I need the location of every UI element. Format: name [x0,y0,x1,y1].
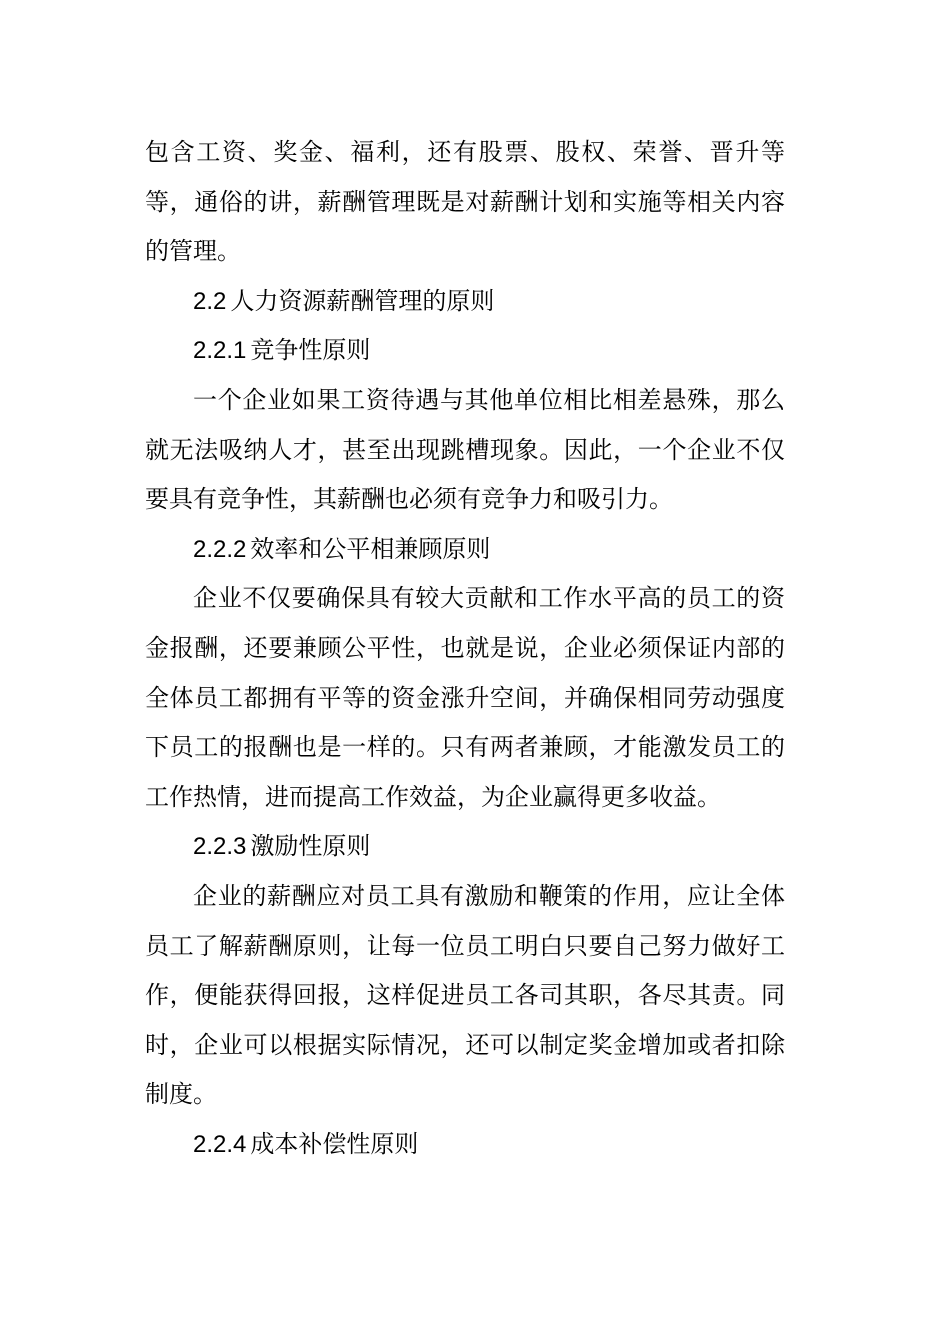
section-heading-2-2-2 [145,525,785,575]
section-heading-2-2-3 [145,822,785,872]
document-page [145,128,785,1169]
section-number: 2.2.2 [193,535,247,563]
section-title: 激励性原则 [250,832,371,861]
section-title: 成本补偿性原则 [250,1129,419,1158]
section-title: 效率和公平相兼顾原则 [250,534,491,563]
section-heading-2-2 [145,277,785,327]
paragraph-competitiveness: 一个企业如果工资待遇与其他单位相比相差悬殊，那么就无法吸纳人才，甚至出现跳槽现象。因此，一个企业不仅要具有竞争性，其薪酬也必须有竞争力和吸引力。 [145,385,785,514]
section-title: 竞争性原则 [250,336,371,365]
paragraph-efficiency-fairness: 企业不仅要确保具有较大贡献和工作水平高的员工的资金报酬，还要兼顾公平性，也就是说，企业必须保证内部的全体员工都拥有平等的资金涨升空间，并确保相同劳动强度下员工的报酬也是一样的。只有两者兼顾，才能激发员工的工作热情，进而提高工作效益，为企业赢得更多收益。 [145,584,785,811]
section-number: 2.2 [193,287,227,315]
section-title: 人力资源薪酬管理的原则 [230,286,495,315]
section-number: 2.2.4 [193,1130,247,1158]
paragraph-incentive: 企业的薪酬应对员工具有激励和鞭策的作用，应让全体员工了解薪酬原则，让每一位员工明白只要自己努力做好工作，便能获得回报，这样促进员工各司其职，各尽其责。同时，企业可以根据实际情况，还可以制定奖金增加或者扣除制度。 [145,881,785,1109]
section-number: 2.2.1 [193,337,247,365]
paragraph-compensation-scope: 包含工资、奖金、福利，还有股票、股权、荣誉、晋升等等，通俗的讲，薪酬管理既是对薪酬计划和实施等相关内容的管理。 [145,138,785,266]
section-heading-2-2-1 [145,326,785,376]
section-heading-2-2-4 [145,1120,785,1170]
section-number: 2.2.3 [193,833,247,861]
